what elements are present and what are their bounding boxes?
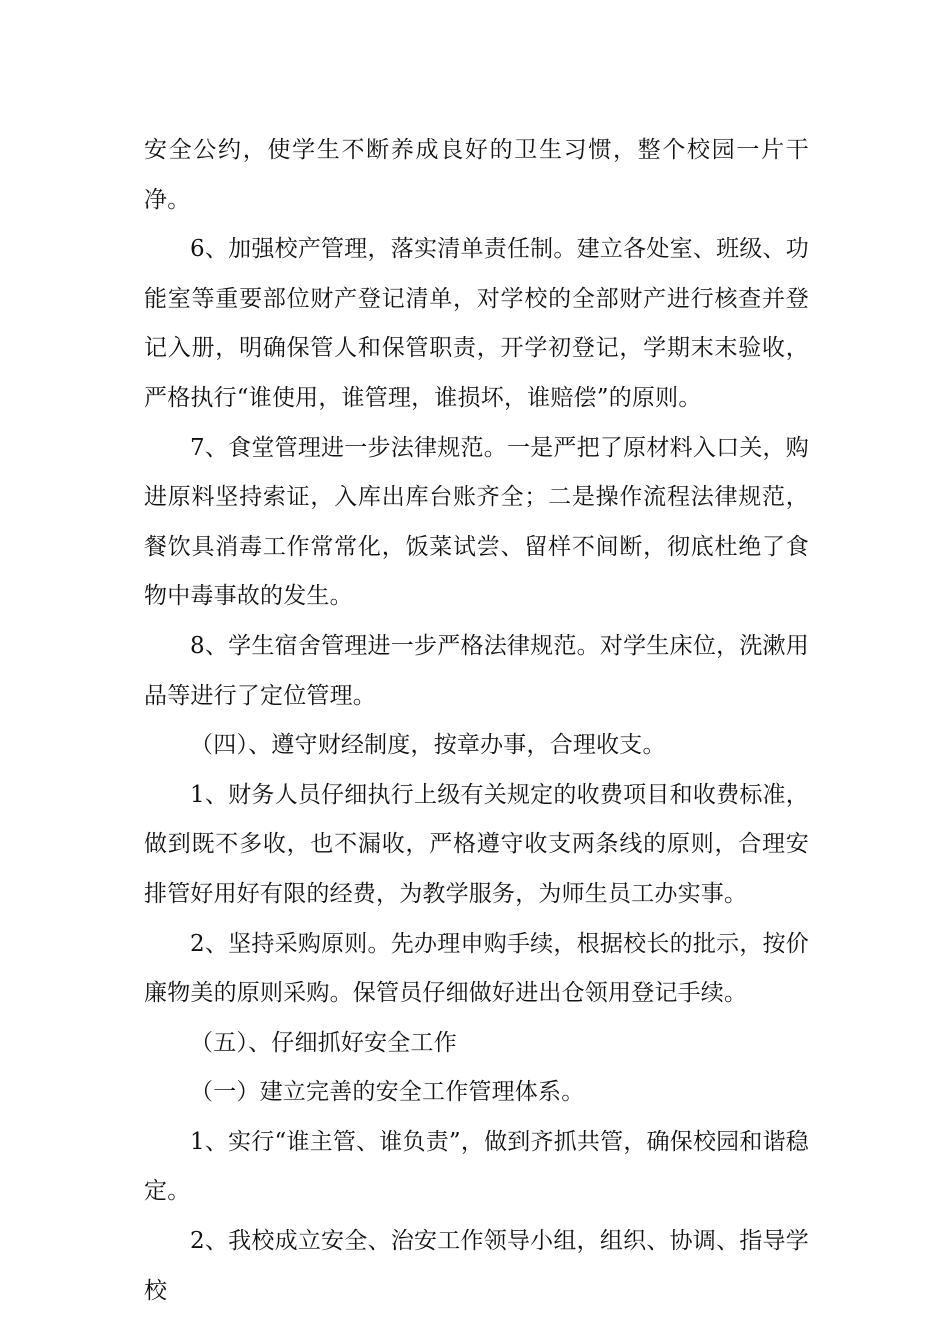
paragraph-safety-1: 1、实行“谁主管、谁负责”，做到齐抓共管，确保校园和谐稳定。 <box>144 1128 809 1205</box>
paragraph-finance-1: 1、财务人员仔细执行上级有关规定的收费项目和收费标准，做到既不多收，也不漏收，严格遵守收支两条线的原则，合理安排管好用好有限的经费，为教学服务，为师生员工办实事。 <box>144 781 809 907</box>
paragraph-item-8: 8、学生宿舍管理进一步严格法律规范。对学生床位，洗漱用品等进行了定位管理。 <box>144 632 809 709</box>
section-heading-5: （五）、仔细抓好安全工作 <box>190 1029 457 1056</box>
section-heading-4: （四）、遵守财经制度，按章办事，合理收支。 <box>190 732 666 759</box>
document-body <box>144 126 809 1316</box>
paragraph-item-6: 6、加强校产管理，落实清单责任制。建立各处室、班级、功能室等重要部位财产登记清单，对学校的全部财产进行核查并登记入册，明确保管人和保管职责，开学初登记，学期末末验收，严格执行“谁使用，谁管理，谁损坏，谁赔偿”的原则。 <box>144 236 809 411</box>
paragraph-item-7: 7、食堂管理进一步法律规范。一是严把了原材料入口关，购进原料坚持索证，入库出库台账齐全；二是操作流程法律规范，餐饮具消毒工作常常化，饭菜试尝、留样不间断，彻底杜绝了食物中毒事故的发生。 <box>144 434 809 610</box>
paragraph-finance-2: 2、坚持采购原则。先办理申购手续，根据校长的批示，按价廉物美的原则采购。保管员仔细做好进出仓领用登记手续。 <box>144 930 809 1007</box>
subsection-heading-1: （一）建立完善的安全工作管理体系。 <box>190 1079 585 1106</box>
paragraph-continuation: 安全公约，使学生不断养成良好的卫生习惯，整个校园一片干净。 <box>144 137 809 213</box>
paragraph-safety-2: 2、我校成立安全、治安工作领导小组，组织、协调、指导学校 <box>144 1228 809 1304</box>
